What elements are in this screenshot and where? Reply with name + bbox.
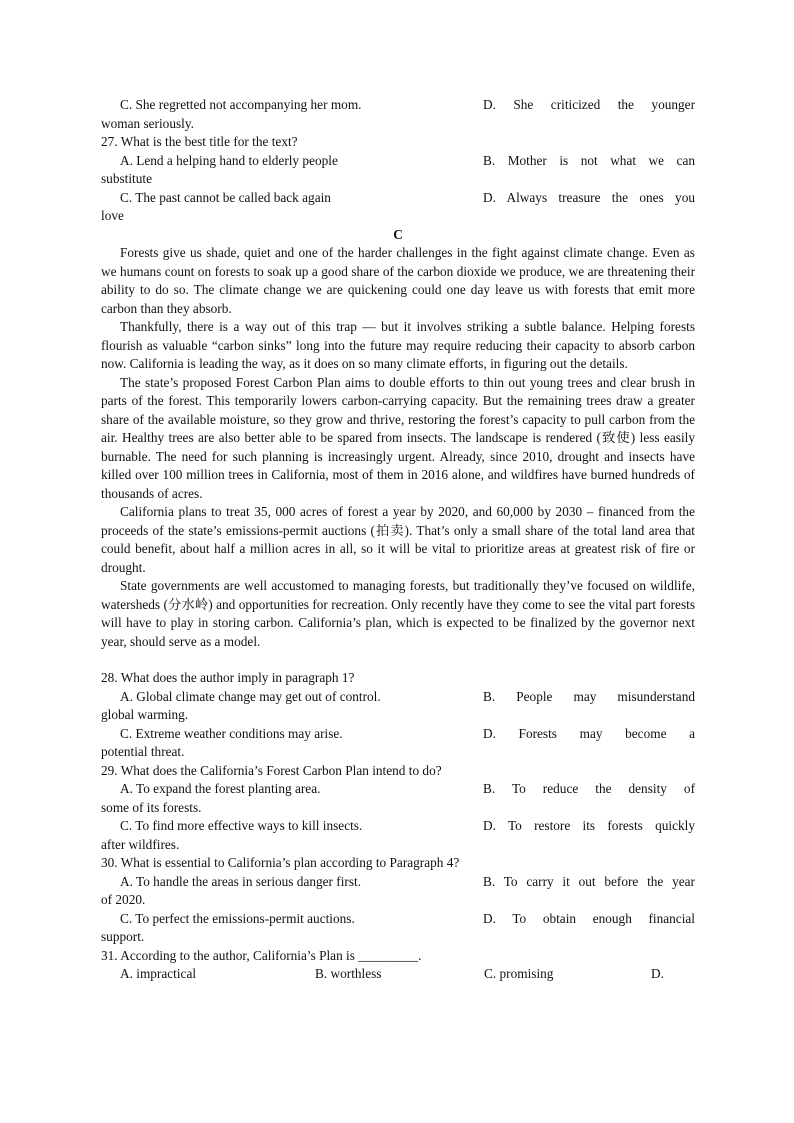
q27-option-b-continued: substitute <box>101 171 152 186</box>
q29-option-b-continued: some of its forests. <box>101 799 202 815</box>
q31-option-a: A. impractical <box>120 966 197 981</box>
q27-options-cd <box>101 189 695 208</box>
q29-option-c: C. To find more effective ways to kill insects. <box>120 818 363 833</box>
passage-paragraph-3: The state’s proposed Forest Carbon Plan aims to double efforts to thin out young trees and clear brush in parts of the forest. This temporarily lowers carbon-carrying capacity. But the remaining trees draw a greater share of the available moisture, so they grow and thrive, restoring the forest’s capacity to pull carbon from the air. Healthy trees are also better able to be spared from insects. The landscape is rendered (致使) less easily burnable. The need for such planning is increasingly urgent. Already, since 2010, drought and insects have killed over 100 million trees in California, most of them in 2016 alone, and wildfires have burned hundreds of thousands of acres. <box>101 374 695 501</box>
q29-option-a: A. To expand the forest planting area. <box>120 781 321 796</box>
q31-stem: 31. According to the author, California’s Plan is _________. <box>101 947 422 963</box>
passage-paragraph-5: State governments are well accustomed to managing forests, but traditionally they’ve focused on wildlife, watersheds (分水岭) and opportunities for recreation. Only recently have they come to see the vital part forests will have to play in storing carbon. California’s plan, which is expected to be finalized by the governor next year, should serve as a model. <box>101 578 695 649</box>
q26-options-cd <box>101 96 695 115</box>
q31-option-b: B. worthless <box>315 966 382 981</box>
q31-option-d: D. <box>651 966 664 981</box>
q28-option-d-continued: potential threat. <box>101 744 185 759</box>
passage-paragraph-1: Forests give us shade, quiet and one of the harder challenges in the fight against climate change. Even as we humans count on forests to soak up a good share of the carbon dioxide we produce, we are threatening their ability to do so. The climate change we are quickening could one day leave us with forests that emit more carbon than they absorb. <box>101 245 695 316</box>
q29-option-d: D. To restore its forests quickly <box>483 818 695 833</box>
q29-options-cd <box>101 817 695 836</box>
q29-stem: 29. What does the California’s Forest Carbon Plan intend to do? <box>101 762 442 778</box>
q31-options <box>101 965 695 984</box>
q27-option-c: C. The past cannot be called back again <box>120 189 331 205</box>
q28-option-c: C. Extreme weather conditions may arise. <box>120 725 343 741</box>
q27-option-b: B. Mother is not what we can <box>483 152 695 168</box>
q30-options-cd <box>101 910 695 929</box>
q30-option-b-continued: of 2020. <box>101 892 146 907</box>
q26-option-c: C. She regretted not accompanying her mom. <box>120 97 362 112</box>
q27-option-d: D. Always treasure the ones you <box>483 189 695 205</box>
q29-options-ab <box>101 780 695 799</box>
q27-option-d-continued: love <box>101 208 124 223</box>
spacer <box>101 651 695 669</box>
q30-option-c: C. To perfect the emissions-permit auctions. <box>120 910 355 926</box>
section-heading: C <box>393 226 403 242</box>
q30-option-d-continued: support. <box>101 929 145 944</box>
q28-option-d: D. Forests may become a <box>483 725 695 741</box>
q26-option-d: D. She criticized the younger <box>483 97 695 112</box>
q28-option-a: A. Global climate change may get out of control. <box>120 688 381 704</box>
q30-option-d: D. To obtain enough financial <box>483 910 695 926</box>
q29-option-d-continued: after wildfires. <box>101 836 180 852</box>
q30-option-a: A. To handle the areas in serious danger first. <box>120 873 362 889</box>
q27-option-a: A. Lend a helping hand to elderly people <box>120 152 338 168</box>
q27-stem: 27. What is the best title for the text? <box>101 134 298 149</box>
document-page <box>101 96 695 984</box>
q29-option-b: B. To reduce the density of <box>483 781 695 796</box>
q28-options-cd <box>101 725 695 744</box>
q30-stem: 30. What is essential to California’s plan according to Paragraph 4? <box>101 855 460 870</box>
q28-option-b: B. People may misunderstand <box>483 688 695 704</box>
q30-options-ab <box>101 873 695 892</box>
q28-option-b-continued: global warming. <box>101 707 189 722</box>
q30-option-b: B. To carry it out before the year <box>483 873 695 889</box>
q27-options-ab <box>101 152 695 171</box>
q28-stem: 28. What does the author imply in paragraph 1? <box>101 670 355 685</box>
q26-option-d-continued: woman seriously. <box>101 115 194 131</box>
q28-options-ab <box>101 688 695 707</box>
passage-paragraph-2: Thankfully, there is a way out of this trap — but it involves striking a subtle balance. Helping forests flourish as valuable “carbon sinks” long into the future may require reducing their capacity to absorb carbon now. California is leading the way, as it does on so many climate efforts, in figuring out the details. <box>101 319 695 371</box>
passage-paragraph-4: California plans to treat 35, 000 acres of forest a year by 2020, and 60,000 by 2030 – financed from the proceeds of the state’s emissions-permit auctions (拍卖). That’s only a small share of the total land area that could benefit, about half a million acres in all, so it will be vital to prioritize areas at greatest risk of fire or drought. <box>101 504 695 575</box>
q31-option-c: C. promising <box>484 966 554 981</box>
